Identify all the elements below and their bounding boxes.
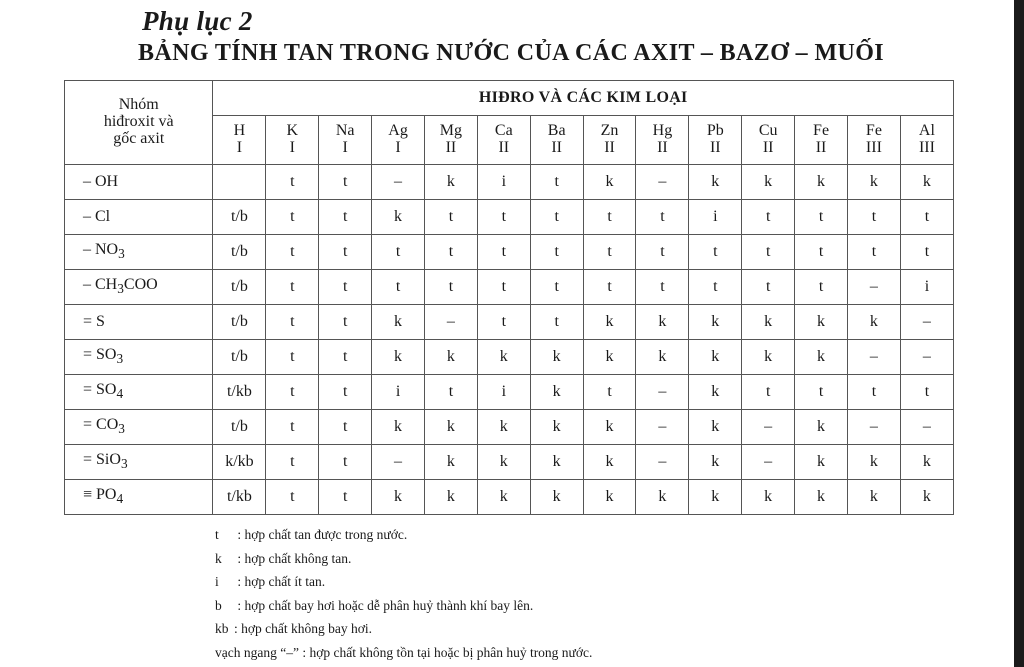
- legend-key: k: [215, 550, 222, 566]
- element-symbol: Fe: [813, 122, 830, 140]
- legend-key: kb: [215, 621, 229, 637]
- corner-line: hiđroxit và: [103, 113, 174, 131]
- element-symbol: Ca: [494, 122, 513, 140]
- element-header-cell: [795, 116, 848, 165]
- solubility-cell: k: [689, 305, 742, 340]
- legend-text: : hợp chất ít tan.: [234, 574, 326, 590]
- solubility-cell: –: [900, 305, 953, 340]
- anion-bond: =: [83, 346, 97, 364]
- element-symbol: Mg: [439, 122, 463, 140]
- solubility-cell: t: [319, 270, 372, 305]
- legend-item: [215, 641, 592, 665]
- element-valence: II: [551, 139, 562, 156]
- solubility-cell: t: [636, 235, 689, 270]
- anion-bond: –: [83, 241, 95, 259]
- solubility-cell: k: [372, 480, 425, 515]
- anion-label: [65, 235, 213, 270]
- anion-formula: NO: [95, 241, 119, 259]
- solubility-cell: k/kb: [213, 445, 266, 480]
- anion-bond: =: [83, 416, 97, 434]
- solubility-cell: t: [477, 235, 530, 270]
- element-valence: II: [657, 139, 668, 156]
- element-symbol: K: [286, 122, 299, 140]
- element-symbol: Ba: [547, 122, 566, 140]
- anion-formula-tail: COO: [123, 276, 158, 294]
- solubility-table: [64, 80, 954, 515]
- solubility-cell: t: [795, 200, 848, 235]
- solubility-cell: k: [900, 445, 953, 480]
- element-valence: II: [498, 139, 510, 156]
- solubility-cell: t: [266, 270, 319, 305]
- solubility-cell: k: [900, 165, 953, 200]
- solubility-cell: t/b: [213, 235, 266, 270]
- legend-text: : hợp chất không bay hơi.: [234, 621, 373, 637]
- table-row: [65, 305, 954, 340]
- corner-header: [65, 81, 213, 165]
- solubility-cell: k: [372, 410, 425, 445]
- solubility-cell: k: [530, 375, 583, 410]
- anion-bond: =: [83, 312, 97, 330]
- element-valence: I: [236, 139, 243, 156]
- solubility-cell: t: [424, 235, 477, 270]
- solubility-cell: k: [689, 340, 742, 375]
- element-header-cell: [689, 116, 742, 165]
- solubility-cell: t/kb: [213, 375, 266, 410]
- solubility-cell: k: [636, 480, 689, 515]
- legend-item: [215, 594, 592, 618]
- solubility-cell: k: [689, 480, 742, 515]
- solubility-cell: t: [795, 270, 848, 305]
- solubility-cell: k: [795, 340, 848, 375]
- solubility-cell: k: [372, 200, 425, 235]
- solubility-cell: k: [424, 410, 477, 445]
- solubility-cell: –: [372, 165, 425, 200]
- anion-subscript: 3: [116, 351, 124, 367]
- solubility-cell: k: [583, 305, 636, 340]
- solubility-cell: t/kb: [213, 480, 266, 515]
- element-symbol: H: [233, 122, 246, 140]
- solubility-cell: t: [530, 305, 583, 340]
- element-header-cell: [530, 116, 583, 165]
- legend-text: : hợp chất bay hơi hoặc dễ phân huỷ thành khí bay lên.: [234, 597, 534, 613]
- solubility-cell: t: [530, 270, 583, 305]
- legend-key: vạch ngang “–”: [215, 644, 299, 660]
- element-header-cell: [319, 116, 372, 165]
- legend-key: b: [215, 597, 222, 613]
- element-symbol: Hg: [652, 122, 673, 140]
- solubility-cell: t: [319, 375, 372, 410]
- solubility-cell: t/b: [213, 340, 266, 375]
- element-header-cell: [636, 116, 689, 165]
- legend-text: : hợp chất không tan.: [234, 550, 352, 566]
- solubility-cell: k: [795, 410, 848, 445]
- anion-label: [65, 165, 213, 200]
- solubility-cell: k: [583, 340, 636, 375]
- solubility-cell: k: [847, 445, 900, 480]
- solubility-cell: t: [530, 200, 583, 235]
- solubility-cell: t: [266, 445, 319, 480]
- solubility-cell: t: [266, 200, 319, 235]
- anion-bond: –: [83, 207, 95, 225]
- solubility-cell: i: [477, 375, 530, 410]
- solubility-cell: t: [319, 480, 372, 515]
- solubility-cell: t: [847, 235, 900, 270]
- anion-subscript: 4: [116, 491, 124, 507]
- solubility-cell: –: [636, 445, 689, 480]
- solubility-cell: t: [583, 270, 636, 305]
- solubility-cell: t: [847, 200, 900, 235]
- solubility-cell: k: [477, 480, 530, 515]
- element-header-cell: [477, 116, 530, 165]
- legend-key: i: [215, 574, 219, 590]
- solubility-cell: t: [636, 270, 689, 305]
- element-valence: I: [395, 139, 401, 156]
- element-header-cell: [424, 116, 477, 165]
- solubility-cell: k: [530, 445, 583, 480]
- solubility-cell: t: [636, 200, 689, 235]
- page-edge-shadow: [1014, 0, 1024, 667]
- solubility-cell: k: [689, 375, 742, 410]
- solubility-cell: k: [795, 480, 848, 515]
- solubility-cell: t: [424, 375, 477, 410]
- solubility-cell: t: [742, 235, 795, 270]
- solubility-cell: t: [372, 270, 425, 305]
- anion-label: [65, 410, 213, 445]
- solubility-cell: k: [583, 445, 636, 480]
- solubility-cell: t: [372, 235, 425, 270]
- element-valence: II: [445, 139, 457, 156]
- solubility-cell: t: [319, 235, 372, 270]
- solubility-cell: t: [583, 235, 636, 270]
- solubility-cell: t: [689, 235, 742, 270]
- solubility-cell: –: [636, 410, 689, 445]
- legend-text: : hợp chất tan được trong nước.: [234, 527, 408, 542]
- solubility-cell: k: [636, 340, 689, 375]
- anion-bond: –: [83, 276, 95, 294]
- table-row: [65, 165, 954, 200]
- element-valence: II: [709, 139, 721, 156]
- table-row: [65, 445, 954, 480]
- solubility-cell: –: [847, 340, 900, 375]
- solubility-cell: –: [742, 445, 795, 480]
- solubility-cell: k: [689, 445, 742, 480]
- anion-subscript: 4: [116, 386, 124, 402]
- solubility-cell: t: [583, 200, 636, 235]
- solubility-cell: k: [795, 165, 848, 200]
- solubility-cell: t: [900, 235, 953, 270]
- solubility-cell: –: [372, 445, 425, 480]
- solubility-cell: k: [583, 165, 636, 200]
- solubility-cell: k: [689, 165, 742, 200]
- anion-formula: SO: [96, 381, 117, 399]
- solubility-cell: t: [742, 270, 795, 305]
- solubility-cell: t: [266, 305, 319, 340]
- solubility-cell: t/b: [213, 200, 266, 235]
- element-header-cell: [583, 116, 636, 165]
- solubility-cell: t: [900, 200, 953, 235]
- solubility-cell: t: [530, 165, 583, 200]
- anion-subscript: 3: [117, 281, 124, 297]
- anion-label: [65, 270, 213, 305]
- solubility-cell: t: [319, 445, 372, 480]
- element-header-cell: [847, 116, 900, 165]
- solubility-cell: k: [583, 410, 636, 445]
- element-valence: I: [289, 139, 295, 156]
- anion-formula: OH: [95, 172, 119, 190]
- solubility-cell: k: [477, 410, 530, 445]
- solubility-cell: t: [266, 165, 319, 200]
- solubility-cell: k: [742, 165, 795, 200]
- solubility-cell: k: [424, 480, 477, 515]
- solubility-cell: t/b: [213, 270, 266, 305]
- solubility-cell: i: [900, 270, 953, 305]
- table-row: [65, 200, 954, 235]
- anion-formula: Cl: [95, 207, 111, 225]
- anion-bond: ≡: [83, 486, 97, 504]
- solubility-cell: t: [530, 235, 583, 270]
- element-valence: III: [918, 139, 935, 156]
- element-header-cell: [372, 116, 425, 165]
- anion-formula: PO: [96, 486, 117, 504]
- corner-line: Nhóm: [118, 96, 159, 114]
- table-row: [65, 480, 954, 515]
- element-valence: II: [604, 139, 615, 156]
- legend-item: [215, 570, 592, 594]
- element-header-cell: [266, 116, 319, 165]
- metals-group-header: HIĐRO VÀ CÁC KIM LOẠI: [213, 81, 954, 116]
- solubility-cell: t/b: [213, 305, 266, 340]
- solubility-cell: t: [742, 375, 795, 410]
- solubility-cell: k: [583, 480, 636, 515]
- solubility-cell: [213, 165, 266, 200]
- element-valence: II: [815, 139, 827, 156]
- solubility-cell: t: [319, 340, 372, 375]
- solubility-cell: t: [900, 375, 953, 410]
- anion-label: [65, 340, 213, 375]
- solubility-cell: t: [319, 410, 372, 445]
- solubility-cell: k: [847, 480, 900, 515]
- anion-label: [65, 375, 213, 410]
- solubility-cell: k: [372, 340, 425, 375]
- solubility-cell: t: [266, 340, 319, 375]
- table-header-row: [65, 81, 954, 116]
- anion-bond: =: [83, 381, 97, 399]
- solubility-cell: k: [530, 480, 583, 515]
- solubility-cell: –: [900, 410, 953, 445]
- solubility-cell: t/b: [213, 410, 266, 445]
- element-header-cell: [213, 116, 266, 165]
- solubility-cell: k: [742, 305, 795, 340]
- solubility-cell: –: [742, 410, 795, 445]
- element-valence: III: [865, 139, 882, 156]
- anion-subscript: 3: [118, 246, 125, 262]
- solubility-cell: k: [795, 445, 848, 480]
- element-valence: I: [342, 139, 348, 156]
- solubility-cell: k: [742, 340, 795, 375]
- element-symbol: Al: [918, 122, 935, 140]
- anion-label: [65, 305, 213, 340]
- solubility-cell: t: [266, 375, 319, 410]
- solubility-cell: t: [319, 165, 372, 200]
- solubility-cell: –: [847, 410, 900, 445]
- solubility-cell: t: [583, 375, 636, 410]
- table-row: [65, 235, 954, 270]
- solubility-cell: k: [424, 340, 477, 375]
- anion-label: [65, 445, 213, 480]
- table-row: [65, 410, 954, 445]
- legend-key: t: [215, 527, 219, 542]
- solubility-cell: t: [424, 270, 477, 305]
- element-symbol: Fe: [865, 122, 882, 140]
- solubility-cell: t: [795, 375, 848, 410]
- legend: [215, 523, 592, 665]
- anion-formula: S: [96, 312, 105, 330]
- solubility-cell: t: [795, 235, 848, 270]
- page-title: BẢNG TÍNH TAN TRONG NƯỚC CỦA CÁC AXIT – BAZƠ – MUỐI: [138, 40, 885, 66]
- anion-bond: =: [83, 451, 97, 469]
- solubility-cell: t: [477, 200, 530, 235]
- legend-item: [215, 547, 592, 571]
- table-row: [65, 270, 954, 305]
- appendix-label: Phụ lục 2: [142, 6, 253, 36]
- solubility-cell: t: [266, 410, 319, 445]
- solubility-cell: k: [742, 480, 795, 515]
- solubility-cell: t: [742, 200, 795, 235]
- solubility-cell: i: [372, 375, 425, 410]
- anion-subscript: 3: [118, 421, 125, 437]
- solubility-cell: i: [689, 200, 742, 235]
- solubility-cell: t: [424, 200, 477, 235]
- solubility-cell: –: [900, 340, 953, 375]
- legend-text: : hợp chất không tồn tại hoặc bị phân huỷ trong nước.: [298, 644, 593, 660]
- solubility-cell: t: [266, 235, 319, 270]
- solubility-cell: –: [636, 165, 689, 200]
- solubility-cell: –: [424, 305, 477, 340]
- solubility-cell: k: [900, 480, 953, 515]
- element-symbol: Zn: [600, 122, 619, 140]
- solubility-cell: k: [530, 340, 583, 375]
- anion-formula: CH: [95, 276, 118, 294]
- solubility-cell: –: [636, 375, 689, 410]
- solubility-cell: k: [847, 165, 900, 200]
- anion-bond: –: [83, 172, 95, 190]
- solubility-cell: t: [477, 270, 530, 305]
- legend-item: [215, 523, 592, 547]
- solubility-cell: k: [689, 410, 742, 445]
- legend-item: [215, 617, 592, 641]
- element-valence: II: [762, 139, 774, 156]
- anion-formula: CO: [96, 416, 119, 434]
- element-symbol: Cu: [758, 122, 778, 140]
- solubility-cell: k: [372, 305, 425, 340]
- solubility-cell: t: [319, 200, 372, 235]
- solubility-cell: t: [689, 270, 742, 305]
- anion-label: [65, 200, 213, 235]
- corner-line: gốc axit: [113, 129, 165, 147]
- element-header-cell: [742, 116, 795, 165]
- anion-formula: SiO: [96, 451, 121, 469]
- solubility-cell: k: [424, 445, 477, 480]
- solubility-cell: k: [424, 165, 477, 200]
- element-header-cell: [900, 116, 953, 165]
- solubility-cell: t: [847, 375, 900, 410]
- table-row: [65, 375, 954, 410]
- table-row: [65, 340, 954, 375]
- element-symbol: Pb: [706, 122, 724, 140]
- solubility-cell: t: [319, 305, 372, 340]
- solubility-cell: k: [847, 305, 900, 340]
- solubility-cell: k: [477, 445, 530, 480]
- anion-formula: SO: [96, 346, 117, 364]
- solubility-cell: k: [477, 340, 530, 375]
- solubility-cell: t: [266, 480, 319, 515]
- anion-label: [65, 480, 213, 515]
- solubility-cell: t: [477, 305, 530, 340]
- element-symbol: Ag: [388, 122, 408, 140]
- solubility-cell: k: [795, 305, 848, 340]
- element-symbol: Na: [335, 122, 355, 140]
- solubility-cell: –: [847, 270, 900, 305]
- anion-subscript: 3: [120, 456, 128, 472]
- solubility-cell: i: [477, 165, 530, 200]
- solubility-cell: k: [636, 305, 689, 340]
- solubility-cell: k: [530, 410, 583, 445]
